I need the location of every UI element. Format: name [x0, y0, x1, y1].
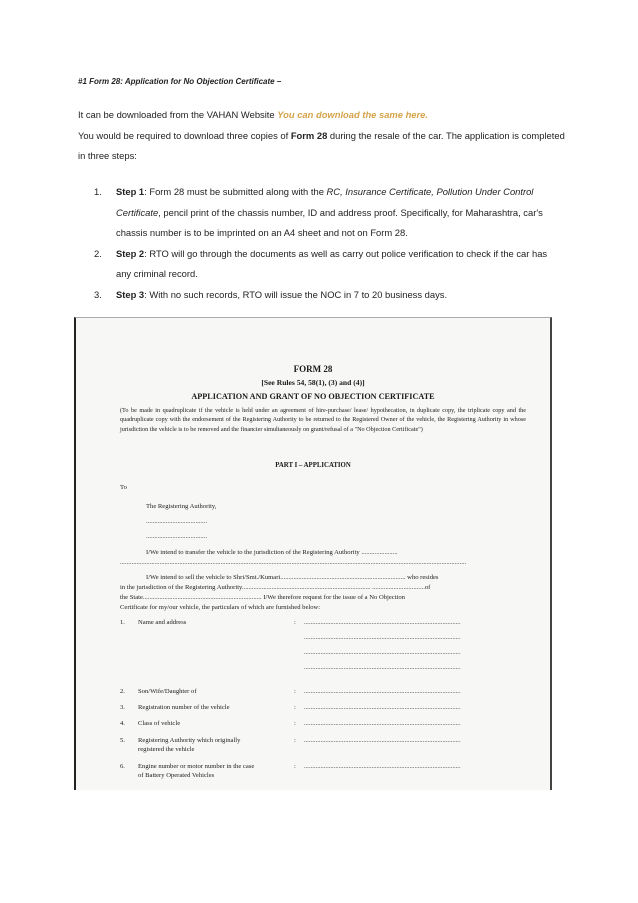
form-item-fill: ............................................................................................... — [304, 763, 461, 770]
form-item-fill: ............................................................................................... — [304, 704, 461, 711]
form-intend: I/We intend to transfer the vehicle to the jurisdiction of the Registering Authority ...................... — [146, 549, 398, 556]
copies-paragraph — [78, 126, 568, 166]
form-item-label-2: registered the vehicle — [138, 746, 195, 753]
step-text: : Form 28 must be submitted along with the — [144, 186, 327, 197]
form-item-fill: ............................................................................................... — [304, 664, 461, 671]
form-item-fill: ............................................................................................... — [304, 619, 461, 626]
form-item-colon: : — [294, 763, 296, 770]
step-number: 3. — [94, 288, 102, 300]
list-item-step-2 — [78, 244, 558, 285]
form-dotline: .................................................................................................................................................................................................................. — [120, 559, 467, 566]
step-text: : With no such records, RTO will issue the NOC in 7 to 20 business days. — [144, 288, 448, 300]
form-rules: [See Rules 54, 58(1), (3) and (4)] — [261, 378, 365, 387]
form-item-number: 3. — [120, 704, 125, 711]
form-item-number: 5. — [120, 737, 125, 744]
form-item-number: 4. — [120, 720, 125, 727]
download-paragraph — [78, 105, 568, 125]
form-item-fill: ............................................................................................... — [304, 737, 461, 744]
form-item-number: 6. — [120, 763, 125, 770]
list-item-step-3 — [78, 285, 558, 306]
form-item-label: Registration number of the vehicle — [138, 704, 230, 711]
form-item-label: Registering Authority which originally — [138, 737, 241, 744]
form-item-label-2: of Battery Operated Vehicles — [138, 772, 215, 779]
form-subtitle: APPLICATION AND GRANT OF NO OBJECTION CERTIFICATE — [191, 392, 435, 401]
form-notice: (To be made in quadruplicate if the vehicle is held under an agreement of hire-purchase/ lease/ hypothecation, in duplicate copy, the triplicate copy and the quadruplicate copy with the endorsement of the Registering Authority to be returned to the Registered Owner of the vehicle, the Registering Authority in whose jurisdiction the vehicle is to be removed and the financier simultaneously on grant/refusal of a "No Objection Certificate") — [120, 407, 526, 433]
step-label: Step 3 — [116, 288, 145, 300]
form-item-number: 1. — [120, 619, 125, 626]
form-item-fill: ............................................................................................... — [304, 720, 461, 727]
step-number: 2. — [94, 247, 102, 259]
form-dots-2: ..................................... — [146, 533, 207, 540]
steps-list — [78, 182, 558, 305]
copies-text-end: during the resale of the car. The application is completed in three steps: — [78, 130, 565, 161]
form-sell-4: Certificate for my/our vehicle, the particulars of which are furnished below: — [120, 604, 321, 611]
form-item-fill: ............................................................................................... — [304, 649, 461, 656]
section-heading: #1 Form 28: Application for No Objection Certificate – — [78, 77, 282, 86]
form-title: FORM 28 — [293, 364, 333, 374]
download-text: It can be downloaded from the VAHAN Website — [78, 109, 278, 120]
form-28-scan — [74, 317, 552, 790]
form-part-heading: PART I – APPLICATION — [275, 462, 351, 469]
form-item-colon: : — [294, 720, 296, 727]
step-documents: RC, Insurance Certificate, Pollution Under Control Certificate — [116, 186, 534, 218]
form-item-fill: ............................................................................................... — [304, 688, 461, 695]
form-item-label: Son/Wife/Daughter of — [138, 688, 197, 695]
step-label: Step 1 — [116, 186, 145, 197]
step-text-end: , pencil print of the chassis number, ID and address proof. Specifically, for Maharashtra, car's chassis number is to be imprinted on an A4 sheet and not on Form 28. — [116, 206, 543, 238]
step-text: : RTO will go through the documents as well as carry out police verification to check if the car has any criminal record. — [116, 247, 548, 279]
form-sell-2: in the jurisdiction of the Registering Authority.............................................................................. ................................of — [120, 584, 431, 591]
form-sell-1: I/We intend to sell the vehicle to Shri/Smt./Kumari............................................................................ who resides — [146, 574, 439, 581]
copies-text: You would be required to download three copies of — [78, 130, 291, 141]
step-number: 1. — [94, 186, 102, 197]
form-item-colon: : — [294, 737, 296, 744]
form-item-label: Engine number or motor number in the case — [138, 763, 255, 770]
form-28-bold: Form 28 — [290, 130, 328, 141]
form-item-colon: : — [294, 619, 296, 626]
download-link[interactable]: You can download the same here. — [277, 109, 428, 120]
form-sell-3: the State........................................................................ I/We therefore request for the issue of a No Objection — [120, 594, 405, 601]
form-item-label: Class of vehicle — [138, 720, 181, 727]
form-item-colon: : — [294, 704, 296, 711]
step-label: Step 2 — [116, 247, 145, 259]
form-authority: The Registering Authority, — [146, 503, 217, 510]
form-item-fill: ............................................................................................... — [304, 634, 461, 641]
form-item-number: 2. — [120, 688, 125, 695]
form-dots-1: ..................................... — [146, 518, 207, 525]
form-item-label: Name and address — [138, 619, 187, 626]
form-to: To — [120, 484, 127, 491]
form-item-colon: : — [294, 688, 296, 695]
list-item-step-1 — [78, 182, 558, 244]
